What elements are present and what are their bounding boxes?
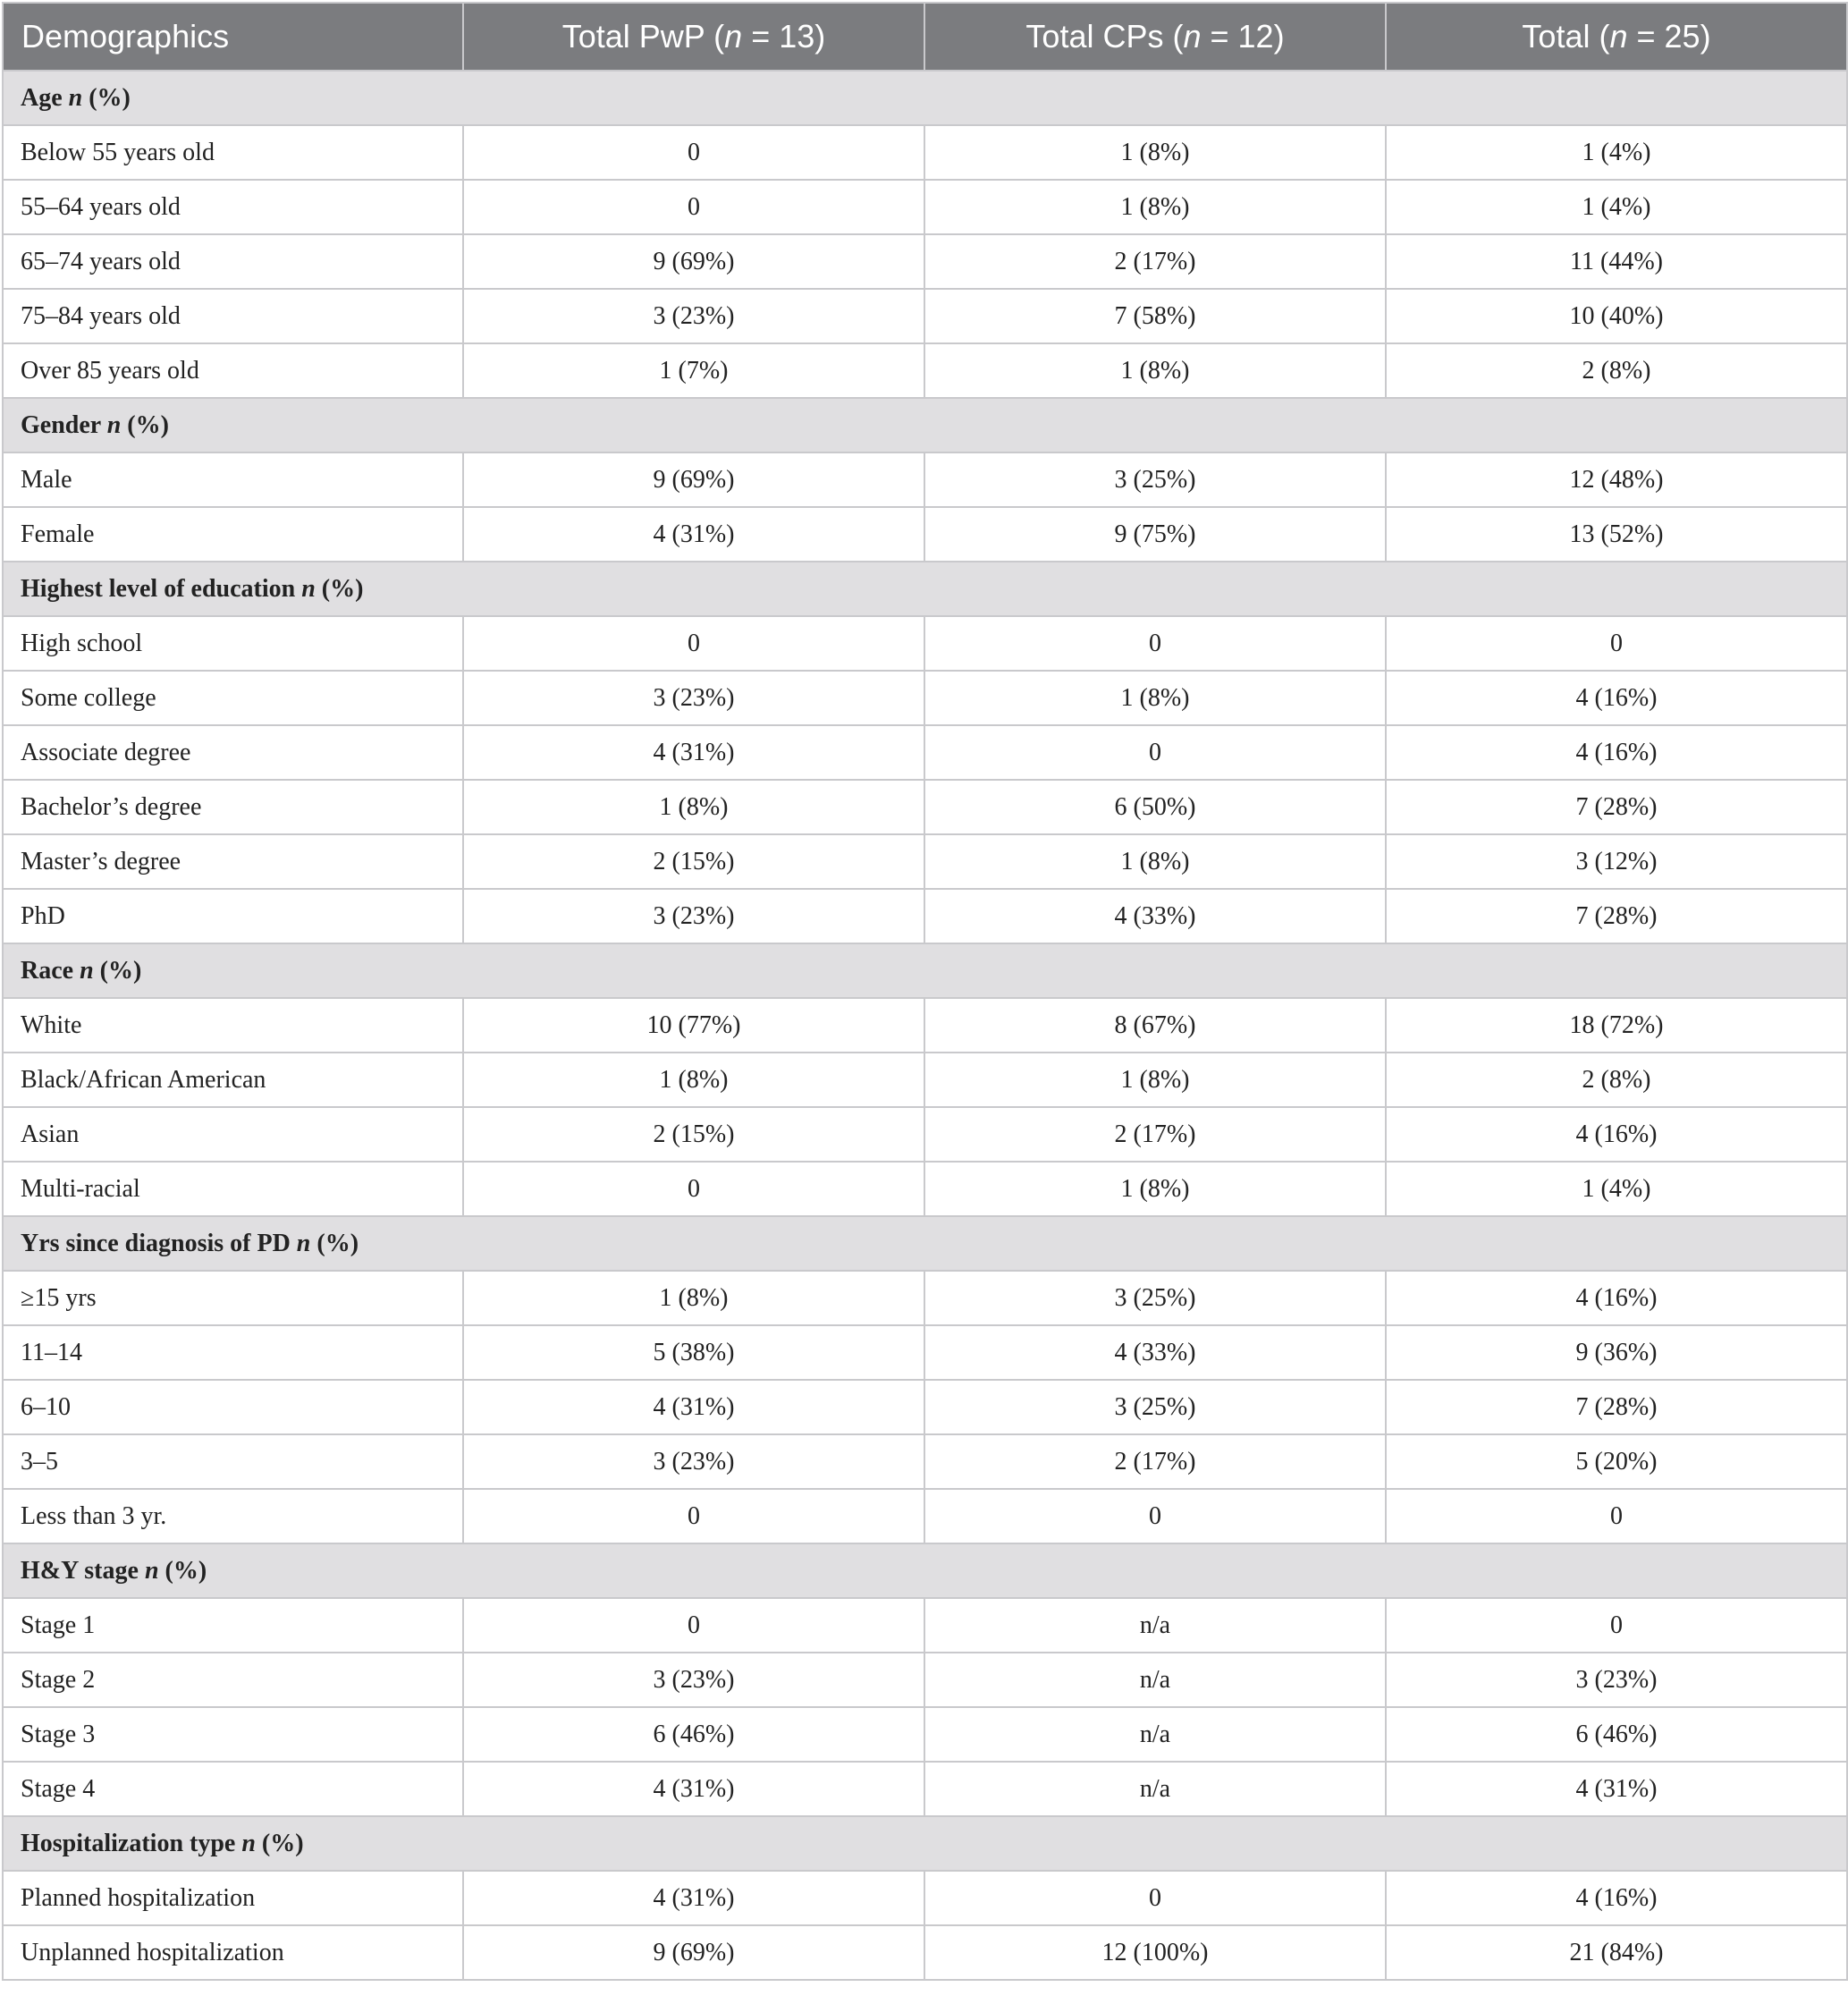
section-title: H&Y stage n (%) [3,1543,1847,1598]
total-value: 3 (12%) [1386,834,1847,889]
table-row [3,1598,1847,1653]
cps-value: n/a [924,1762,1386,1816]
pwp-value: 6 (46%) [463,1707,924,1762]
row-label: Unplanned hospitalization [3,1925,463,1980]
total-value: 18 (72%) [1386,998,1847,1053]
total-value: 9 (36%) [1386,1325,1847,1380]
total-value: 3 (23%) [1386,1653,1847,1707]
pwp-value: 10 (77%) [463,998,924,1053]
table-row [3,452,1847,507]
total-value: 0 [1386,1489,1847,1543]
pwp-value: 3 (23%) [463,889,924,943]
pwp-value: 5 (38%) [463,1325,924,1380]
table-row [3,1434,1847,1489]
total-value: 1 (4%) [1386,1162,1847,1216]
pwp-value: 0 [463,1598,924,1653]
cps-value: 0 [924,725,1386,780]
cps-value: 2 (17%) [924,1434,1386,1489]
table-row [3,1653,1847,1707]
row-label: Black/African American [3,1053,463,1107]
pwp-value: 9 (69%) [463,452,924,507]
total-value: 0 [1386,616,1847,671]
total-value: 4 (16%) [1386,1107,1847,1162]
total-value: 4 (16%) [1386,1871,1847,1925]
section-title: Highest level of education n (%) [3,562,1847,616]
cps-value: 3 (25%) [924,1380,1386,1434]
header-total-pwp: Total PwP (n = 13) [463,3,924,71]
cps-value: 1 (8%) [924,671,1386,725]
pwp-value: 4 (31%) [463,1762,924,1816]
row-label: 75–84 years old [3,289,463,343]
cps-value: 12 (100%) [924,1925,1386,1980]
pwp-value: 9 (69%) [463,1925,924,1980]
header-row [3,3,1847,71]
pwp-value: 0 [463,616,924,671]
row-label: 65–74 years old [3,234,463,289]
table-row [3,725,1847,780]
total-value: 21 (84%) [1386,1925,1847,1980]
table-row [3,1053,1847,1107]
pwp-value: 2 (15%) [463,834,924,889]
table-row [3,998,1847,1053]
table-row [3,1871,1847,1925]
row-label: PhD [3,889,463,943]
section-header-row [3,398,1847,452]
table-row [3,1107,1847,1162]
row-label: Stage 4 [3,1762,463,1816]
section-title: Hospitalization type n (%) [3,1816,1847,1871]
row-label: Female [3,507,463,562]
section-header-row [3,943,1847,998]
cps-value: 3 (25%) [924,452,1386,507]
cps-value: 1 (8%) [924,1053,1386,1107]
table-row [3,289,1847,343]
row-label: Planned hospitalization [3,1871,463,1925]
pwp-value: 2 (15%) [463,1107,924,1162]
row-label: White [3,998,463,1053]
total-value: 11 (44%) [1386,234,1847,289]
pwp-value: 1 (8%) [463,1271,924,1325]
pwp-value: 3 (23%) [463,1653,924,1707]
cps-value: 4 (33%) [924,1325,1386,1380]
table-row [3,1762,1847,1816]
section-title: Yrs since diagnosis of PD n (%) [3,1216,1847,1271]
pwp-value: 0 [463,1489,924,1543]
pwp-value: 0 [463,1162,924,1216]
row-label: Stage 3 [3,1707,463,1762]
total-value: 4 (16%) [1386,1271,1847,1325]
table-row [3,507,1847,562]
table-row [3,671,1847,725]
total-value: 7 (28%) [1386,889,1847,943]
pwp-value: 3 (23%) [463,1434,924,1489]
header-demographics: Demographics [3,3,463,71]
total-value: 4 (16%) [1386,725,1847,780]
section-header-row [3,71,1847,125]
section-title: Gender n (%) [3,398,1847,452]
cps-value: 8 (67%) [924,998,1386,1053]
cps-value: 2 (17%) [924,234,1386,289]
cps-value: 1 (8%) [924,343,1386,398]
section-header-row [3,1816,1847,1871]
row-label: Stage 2 [3,1653,463,1707]
total-value: 1 (4%) [1386,180,1847,234]
row-label: ≥15 yrs [3,1271,463,1325]
total-value: 5 (20%) [1386,1434,1847,1489]
cps-value: 0 [924,616,1386,671]
table-row [3,234,1847,289]
row-label: Less than 3 yr. [3,1489,463,1543]
table-body [3,71,1847,1980]
table-header [3,3,1847,71]
total-value: 10 (40%) [1386,289,1847,343]
pwp-value: 3 (23%) [463,289,924,343]
pwp-value: 4 (31%) [463,1380,924,1434]
cps-value: 1 (8%) [924,180,1386,234]
row-label: High school [3,616,463,671]
cps-value: 1 (8%) [924,834,1386,889]
pwp-value: 1 (8%) [463,780,924,834]
table-row [3,834,1847,889]
table-row [3,1707,1847,1762]
row-label: 55–64 years old [3,180,463,234]
table-row [3,1925,1847,1980]
section-title: Race n (%) [3,943,1847,998]
table-row [3,1162,1847,1216]
total-value: 12 (48%) [1386,452,1847,507]
cps-value: n/a [924,1598,1386,1653]
cps-value: 1 (8%) [924,125,1386,180]
section-header-row [3,1216,1847,1271]
pwp-value: 1 (8%) [463,1053,924,1107]
cps-value: 1 (8%) [924,1162,1386,1216]
row-label: 6–10 [3,1380,463,1434]
cps-value: 0 [924,1489,1386,1543]
row-label: 3–5 [3,1434,463,1489]
total-value: 1 (4%) [1386,125,1847,180]
total-value: 13 (52%) [1386,507,1847,562]
table-row [3,889,1847,943]
total-value: 2 (8%) [1386,1053,1847,1107]
pwp-value: 9 (69%) [463,234,924,289]
total-value: 0 [1386,1598,1847,1653]
table-row [3,1325,1847,1380]
table-row [3,125,1847,180]
pwp-value: 3 (23%) [463,671,924,725]
cps-value: 2 (17%) [924,1107,1386,1162]
pwp-value: 4 (31%) [463,507,924,562]
row-label: Associate degree [3,725,463,780]
row-label: Some college [3,671,463,725]
total-value: 7 (28%) [1386,780,1847,834]
cps-value: n/a [924,1653,1386,1707]
section-header-row [3,562,1847,616]
row-label: Below 55 years old [3,125,463,180]
row-label: Stage 1 [3,1598,463,1653]
total-value: 2 (8%) [1386,343,1847,398]
row-label: Over 85 years old [3,343,463,398]
pwp-value: 0 [463,180,924,234]
table-row [3,1489,1847,1543]
row-label: Multi-racial [3,1162,463,1216]
pwp-value: 1 (7%) [463,343,924,398]
table-row [3,1380,1847,1434]
cps-value: 7 (58%) [924,289,1386,343]
cps-value: 0 [924,1871,1386,1925]
total-value: 6 (46%) [1386,1707,1847,1762]
cps-value: n/a [924,1707,1386,1762]
row-label: 11–14 [3,1325,463,1380]
table-row [3,180,1847,234]
row-label: Master’s degree [3,834,463,889]
cps-value: 6 (50%) [924,780,1386,834]
section-title: Age n (%) [3,71,1847,125]
row-label: Asian [3,1107,463,1162]
cps-value: 9 (75%) [924,507,1386,562]
header-total: Total (n = 25) [1386,3,1847,71]
pwp-value: 0 [463,125,924,180]
row-label: Bachelor’s degree [3,780,463,834]
total-value: 4 (16%) [1386,671,1847,725]
header-total-cps: Total CPs (n = 12) [924,3,1386,71]
total-value: 7 (28%) [1386,1380,1847,1434]
total-value: 4 (31%) [1386,1762,1847,1816]
row-label: Male [3,452,463,507]
pwp-value: 4 (31%) [463,1871,924,1925]
section-header-row [3,1543,1847,1598]
table-row [3,1271,1847,1325]
demographics-table [2,2,1848,1981]
table-row [3,780,1847,834]
table-row [3,616,1847,671]
cps-value: 3 (25%) [924,1271,1386,1325]
pwp-value: 4 (31%) [463,725,924,780]
table-row [3,343,1847,398]
cps-value: 4 (33%) [924,889,1386,943]
